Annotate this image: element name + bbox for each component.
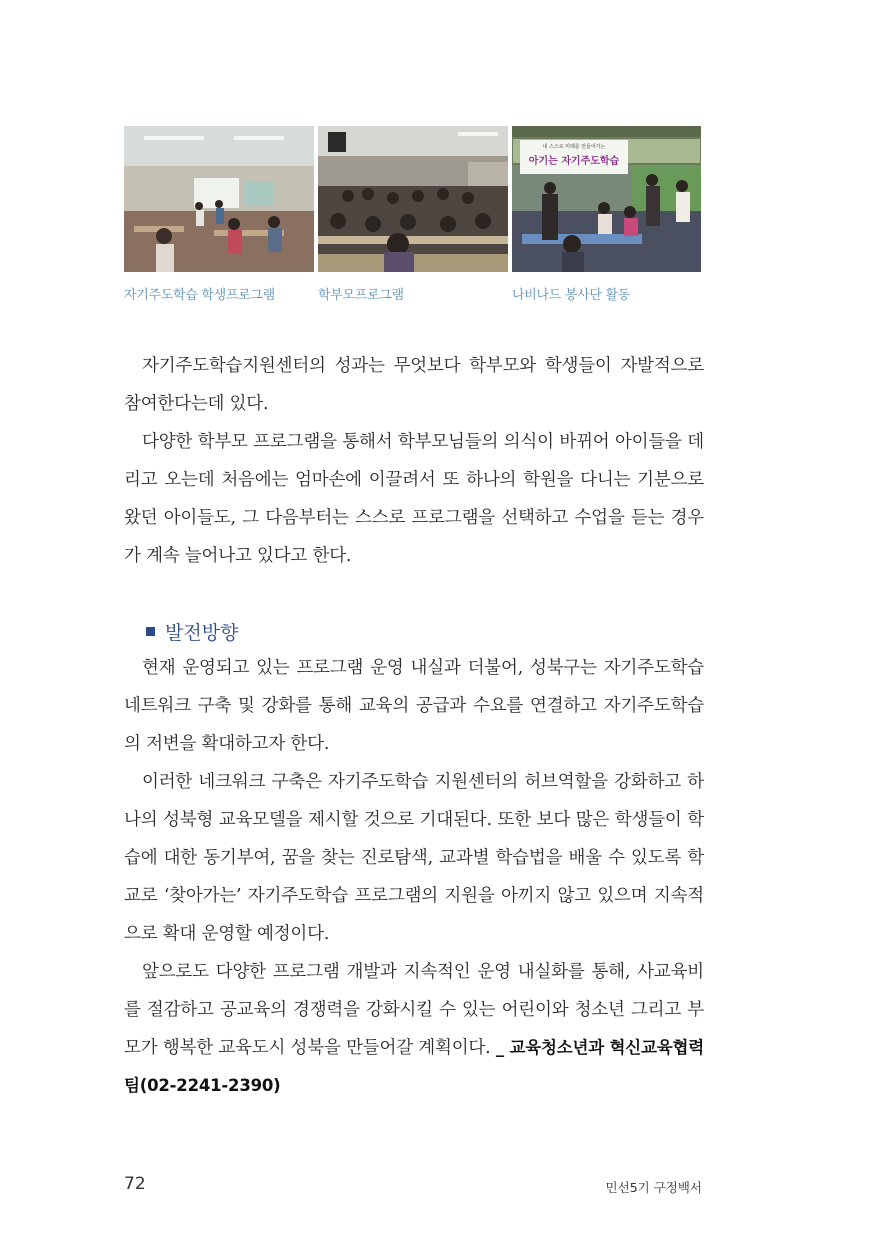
section-title: 발전방향 bbox=[165, 622, 239, 644]
body-paragraph-2: 다양한 학부모 프로그램을 통해서 학부모님들의 의식이 바뀌어 아이들을 데리고 오는데 처음에는 엄마손에 이끌려서 또 하나의 학원을 다니는 기분으로 왔던 아이들도, 그 다음부터는 스스로 프로그램을 선택하고 수업을 듣는 경우가 계속 늘어나고 있다고 한다. bbox=[124, 432, 704, 566]
volunteer-activity-photo bbox=[512, 126, 701, 272]
banner-big-text: 아기는 자기주도학습 bbox=[528, 156, 620, 167]
photo-caption-student: 자기주도학습 학생프로그램 bbox=[124, 288, 275, 303]
body-paragraph-5 bbox=[124, 953, 704, 1105]
photo-caption-volunteer: 나비나드 봉사단 활동 bbox=[512, 288, 630, 303]
body-paragraph-5-text: 앞으로도 다양한 프로그램 개발과 지속적인 운영 내실화를 통해, 사교육비를 절감하고 공교육의 경쟁력을 강화시킬 수 있는 어린이와 청소년 그리고 부모가 행복한 교육도시 성북을 만들어갈 계획이다. bbox=[124, 962, 704, 1058]
page-number: 72 bbox=[124, 1174, 146, 1194]
body-paragraph-4: 이러한 네크워크 구축은 자기주도학습 지원센터의 허브역할을 강화하고 하나의 성북형 교육모델을 제시할 것으로 기대된다. 또한 보다 많은 학생들이 학습에 대한 동기부여, 꿈을 찾는 진로탐색, 교과별 학습법을 배울 수 있도록 학교로 ‘찾아가는’ 자기주도학습 프로그램의 지원을 아끼지 않고 있으며 지속적으로 확대 운영할 예정이다. bbox=[124, 772, 704, 944]
book-title: 민선5기 구정백서 bbox=[605, 1180, 702, 1195]
student-program-photo bbox=[124, 126, 314, 272]
body-paragraph-3: 현재 운영되고 있는 프로그램 운영 내실과 더불어, 성북구는 자기주도학습 네트워크 구축 및 강화를 통해 교육의 공급과 수요를 연결하고 자기주도학습의 저변을 확대하고자 한다. bbox=[124, 658, 704, 754]
banner-small-text: 내 스스로 미래를 만들어가는 bbox=[542, 144, 606, 150]
parent-program-photo bbox=[318, 126, 508, 272]
section-heading bbox=[146, 618, 238, 645]
photo-caption-parent: 학부모프로그램 bbox=[318, 288, 404, 303]
square-bullet-icon bbox=[146, 627, 155, 636]
body-paragraph-1: 자기주도학습지원센터의 성과는 무엇보다 학부모와 학생들이 자발적으로 참여한다는데 있다. bbox=[124, 356, 704, 414]
department-credit: _ 교육청소년과 혁신교육협력팀(02-2241-2390) bbox=[124, 1038, 704, 1095]
